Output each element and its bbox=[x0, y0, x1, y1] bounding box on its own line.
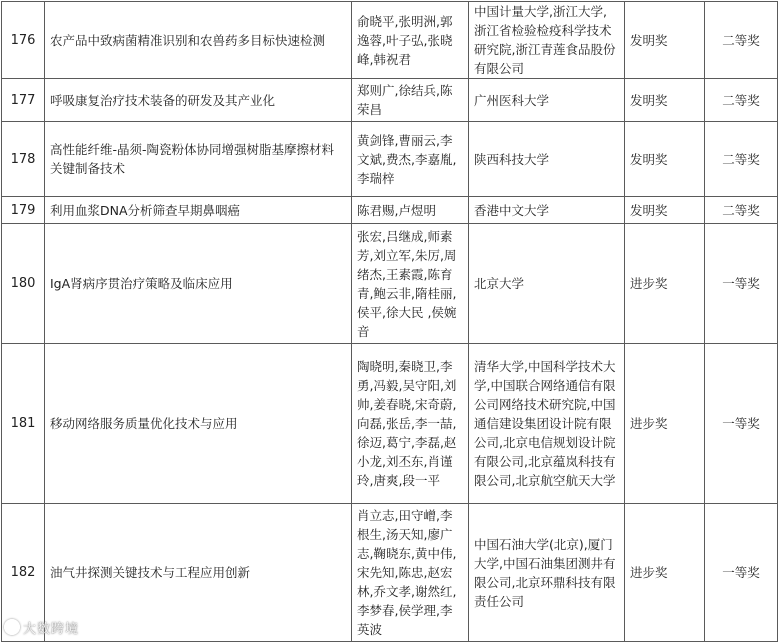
project-organizations: 中国计量大学,浙江大学,浙江省检验检疫科学技术研究院,浙江青莲食品股份有限公司 bbox=[469, 2, 625, 79]
project-people: 陶晓明,秦晓卫,李勇,冯毅,吴守阳,刘帅,姜春晓,宋奇蔚,向磊,张岳,李一喆,徐迈,葛宁,李磊,赵小龙,刘丕东,肖谨玲,唐爽,段一平 bbox=[352, 344, 469, 504]
award-grade: 一等奖 bbox=[705, 504, 778, 642]
project-people: 黄剑锋,曹丽云,李文斌,费杰,李嘉胤,李瑞梓 bbox=[352, 122, 469, 197]
row-number: 181 bbox=[2, 344, 45, 504]
award-grade: 二等奖 bbox=[705, 2, 778, 79]
award-grade: 二等奖 bbox=[705, 79, 778, 122]
table-row bbox=[2, 504, 778, 642]
watermark-logo-icon bbox=[4, 619, 20, 635]
award-type: 进步奖 bbox=[625, 504, 705, 642]
awards-table bbox=[1, 1, 778, 642]
row-number: 179 bbox=[2, 197, 45, 224]
project-name: 农产品中致病菌精准识别和农兽药多目标快速检测 bbox=[45, 2, 352, 79]
award-grade: 二等奖 bbox=[705, 197, 778, 224]
row-number: 178 bbox=[2, 122, 45, 197]
project-name: 呼吸康复治疗技术装备的研发及其产业化 bbox=[45, 79, 352, 122]
project-organizations: 清华大学,中国科学技术大学,中国联合网络通信有限公司网络技术研究院,中国通信建设集团设计院有限公司,北京电信规划设计院有限公司,北京蕴岚科技有限公司,北京航空航天大学 bbox=[469, 344, 625, 504]
award-type: 发明奖 bbox=[625, 122, 705, 197]
project-organizations: 中国石油大学(北京),厦门大学,中国石油集团测井有限公司,北京环鼎科技有限责任公司 bbox=[469, 504, 625, 642]
award-type: 发明奖 bbox=[625, 79, 705, 122]
project-people: 张宏,吕继成,师素芳,刘立军,朱厉,周绪杰,王素霞,陈育青,鲍云非,隋桂丽,侯平,徐大民 ,侯婉音 bbox=[352, 224, 469, 344]
table-row bbox=[2, 122, 778, 197]
table-row bbox=[2, 2, 778, 79]
table-row bbox=[2, 224, 778, 344]
project-people: 肖立志,田守嶒,李根生,汤天知,廖广志,鞠晓东,黄中伟,宋先知,陈忠,赵宏林,乔文孝,谢然红,李梦春,侯学理,李英波 bbox=[352, 504, 469, 642]
award-grade: 二等奖 bbox=[705, 122, 778, 197]
project-people: 俞晓平,张明洲,郭逸蓉,叶子弘,张晓峰,韩祝君 bbox=[352, 2, 469, 79]
project-name: IgA肾病序贯治疗策略及临床应用 bbox=[45, 224, 352, 344]
award-type: 发明奖 bbox=[625, 2, 705, 79]
row-number: 182 bbox=[2, 504, 45, 642]
project-name: 油气井探测关键技术与工程应用创新 bbox=[45, 504, 352, 642]
row-number: 176 bbox=[2, 2, 45, 79]
project-people: 郑则广,徐结兵,陈荣昌 bbox=[352, 79, 469, 122]
project-organizations: 北京大学 bbox=[469, 224, 625, 344]
project-organizations: 陕西科技大学 bbox=[469, 122, 625, 197]
award-type: 发明奖 bbox=[625, 197, 705, 224]
table-row bbox=[2, 344, 778, 504]
award-type: 进步奖 bbox=[625, 224, 705, 344]
award-type: 进步奖 bbox=[625, 344, 705, 504]
watermark bbox=[4, 618, 79, 637]
award-grade: 一等奖 bbox=[705, 344, 778, 504]
watermark-text: 大数跨境 bbox=[23, 622, 80, 637]
award-grade: 一等奖 bbox=[705, 224, 778, 344]
project-name: 移动网络服务质量优化技术与应用 bbox=[45, 344, 352, 504]
project-name: 利用血浆DNA分析筛查早期鼻咽癌 bbox=[45, 197, 352, 224]
row-number: 180 bbox=[2, 224, 45, 344]
project-name: 高性能纤维-晶须-陶瓷粉体协同增强树脂基摩擦材料关键制备技术 bbox=[45, 122, 352, 197]
project-people: 陈君赐,卢煜明 bbox=[352, 197, 469, 224]
project-organizations: 香港中文大学 bbox=[469, 197, 625, 224]
table-row bbox=[2, 79, 778, 122]
row-number: 177 bbox=[2, 79, 45, 122]
project-organizations: 广州医科大学 bbox=[469, 79, 625, 122]
table-row bbox=[2, 197, 778, 224]
